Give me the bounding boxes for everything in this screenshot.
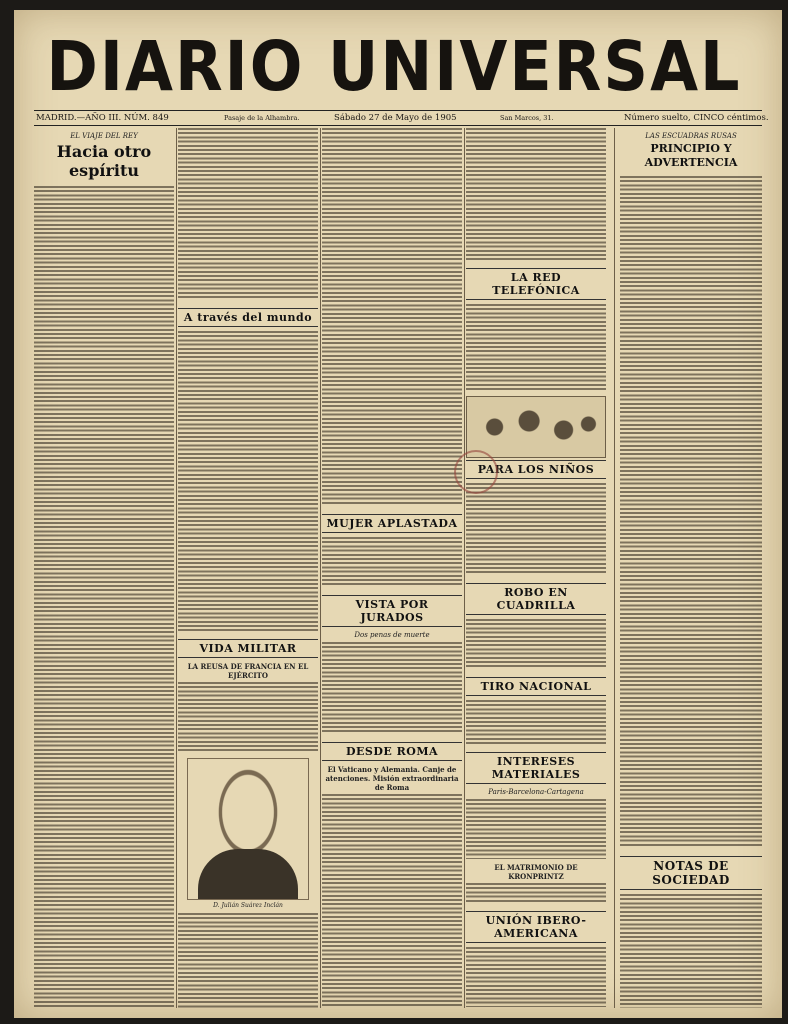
- article-body: [466, 128, 606, 260]
- article-title: PRINCIPIO Y ADVERTENCIA: [644, 142, 738, 169]
- section-title: UNIÓN IBERO-AMERICANA: [466, 911, 606, 943]
- issue-number: MADRID.—AÑO III. NÚM. 849: [36, 113, 169, 123]
- column-1: [34, 128, 174, 1008]
- column-rule: [614, 128, 615, 1008]
- library-stamp: [454, 450, 498, 494]
- address-text: Pasaje de la Alhambra.: [224, 114, 300, 122]
- column-3: [322, 128, 462, 1008]
- section-title: PARA LOS NIÑOS: [466, 460, 606, 479]
- article-body: [466, 619, 606, 669]
- column-5: [620, 128, 762, 1008]
- price-text: Número suelto, CINCO céntimos.: [624, 113, 769, 123]
- article-body: [178, 128, 318, 300]
- article-body: [466, 304, 606, 390]
- column-rule: [176, 128, 177, 1008]
- article-body: [466, 799, 606, 859]
- column-4: [466, 128, 606, 1008]
- section-title: ROBO EN CUADRILLA: [466, 583, 606, 615]
- portrait-caption: D. Julián Suárez Inclán: [213, 902, 283, 909]
- article-body: [178, 913, 318, 1008]
- article-body: [620, 894, 762, 1008]
- masthead-title: DIARIO UNIVERSAL: [46, 28, 742, 106]
- article-body: [34, 186, 174, 1008]
- article-body: [322, 642, 462, 734]
- section-title: MUJER APLASTADA: [322, 514, 462, 533]
- column-rule: [464, 128, 465, 1008]
- article-body: [178, 331, 318, 631]
- children-illustration: [466, 396, 606, 458]
- info-bar: [34, 110, 769, 126]
- column-2: [178, 128, 318, 1008]
- section-subtitle: El Vaticano y Alemania. Canje de atenciones. Misión extraordinaria de Roma: [325, 765, 459, 792]
- section-subtitle: Dos penas de muerte: [354, 631, 430, 639]
- section-title: INTERESES MATERIALES: [466, 752, 606, 784]
- article-body: [466, 700, 606, 744]
- section-title: VISTA POR JURADOS: [322, 595, 462, 627]
- column-rule: [320, 128, 321, 1008]
- section-title: TIRO NACIONAL: [466, 677, 606, 696]
- street-text: San Marcos, 31.: [500, 114, 554, 122]
- portrait-illustration: [187, 758, 309, 900]
- section-title: DESDE ROMA: [322, 742, 462, 761]
- article-body: [322, 537, 462, 587]
- section-title: EL MATRIMONIO DE KRONPRINTZ: [494, 863, 578, 881]
- article-body: [322, 128, 462, 506]
- newspaper-page: [14, 10, 782, 1018]
- article-body: [178, 682, 318, 752]
- section-subtitle: Paris-Barcelona-Cartagena: [488, 788, 584, 796]
- issue-date: Sábado 27 de Mayo de 1905: [334, 113, 457, 123]
- article-body: [466, 947, 606, 1007]
- article-body: [322, 794, 462, 1008]
- section-title: NOTAS DE SOCIEDAD: [620, 856, 762, 890]
- article-body: [466, 883, 606, 903]
- article-kicker: LAS ESCUADRAS RUSAS: [645, 132, 737, 140]
- article-kicker: EL VIAJE DEL REY: [70, 132, 138, 140]
- article-body: [466, 483, 606, 575]
- section-title: LA RED TELEFÓNICA: [466, 268, 606, 300]
- section-title: A través del mundo: [178, 308, 318, 327]
- section-subtitle: LA REUSA DE FRANCIA EN EL EJÉRCITO: [187, 662, 309, 680]
- article-body: [620, 176, 762, 848]
- article-title: Hacia otro espíritu: [56, 142, 152, 180]
- section-title: VIDA MILITAR: [178, 639, 318, 658]
